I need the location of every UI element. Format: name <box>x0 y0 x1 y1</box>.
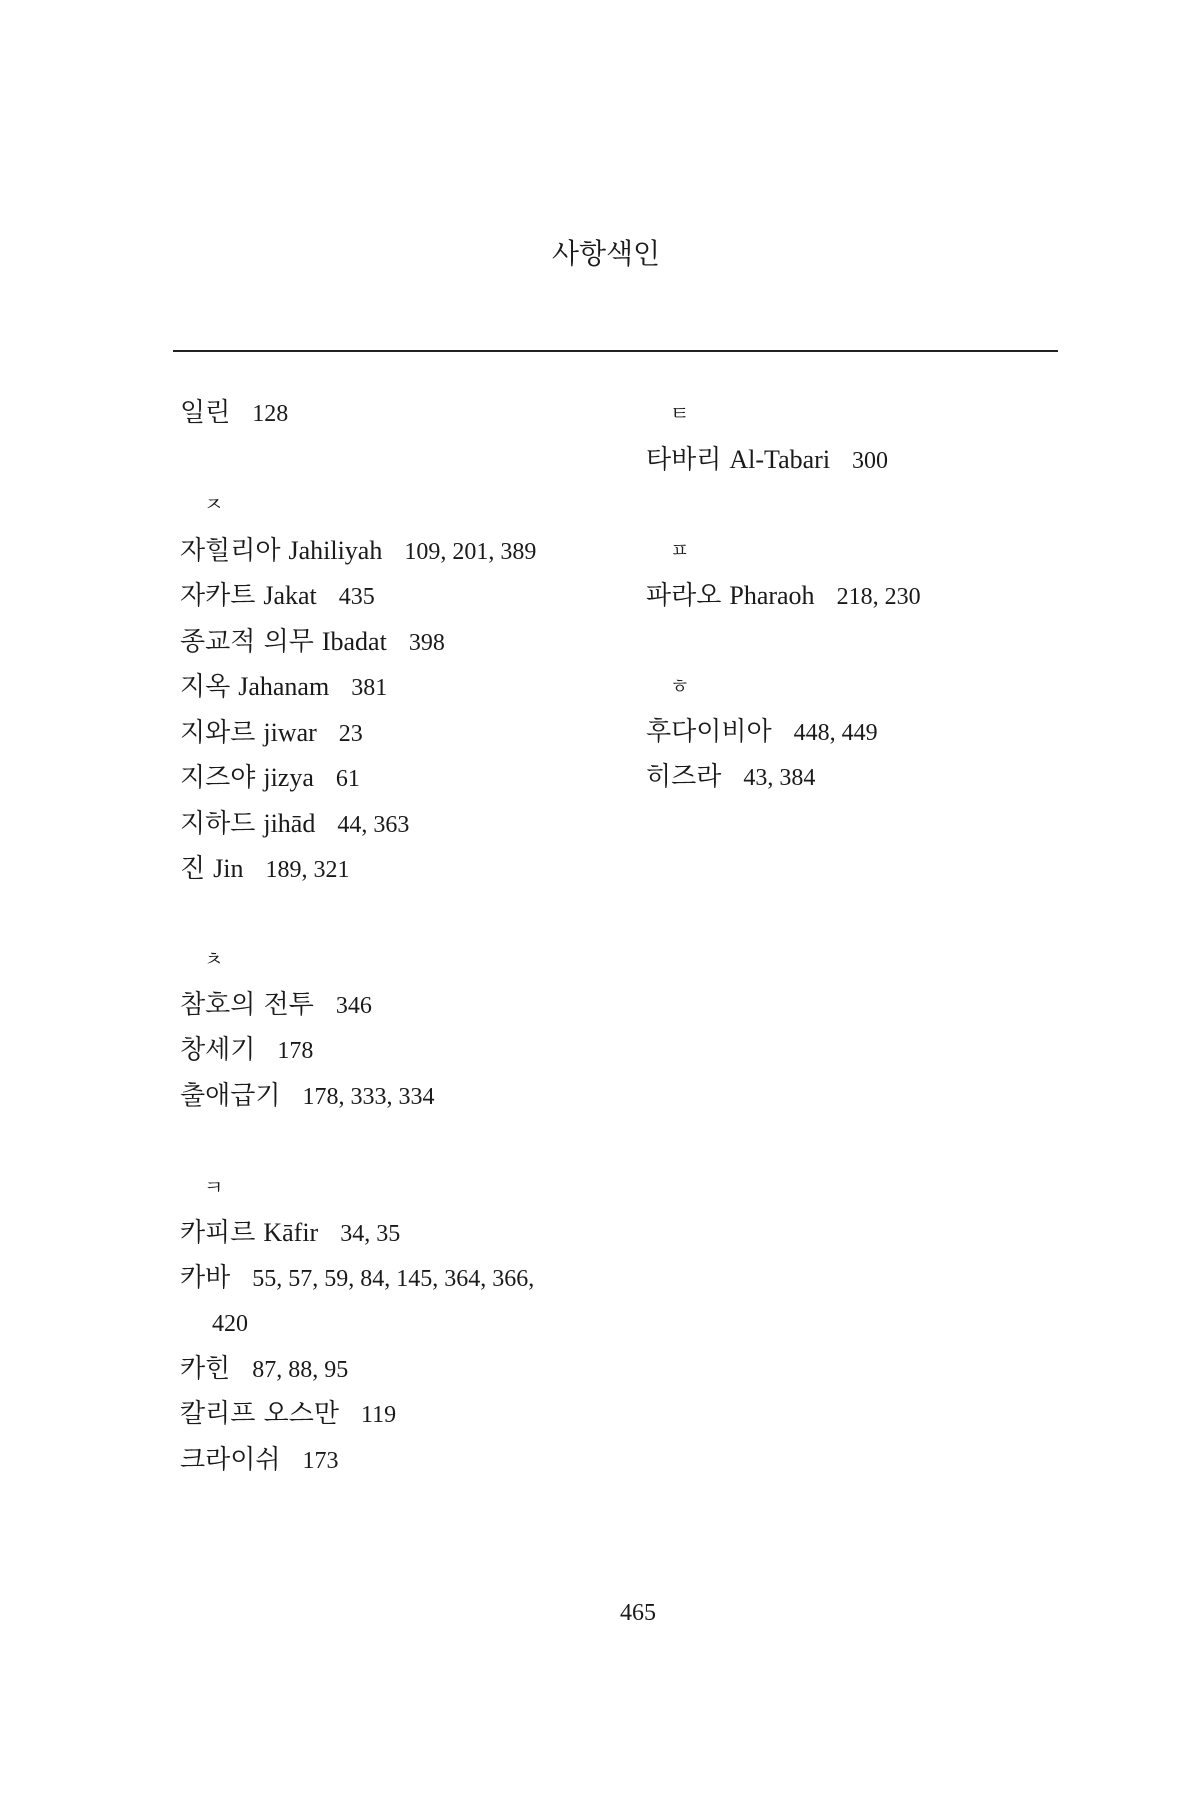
index-entry <box>180 1438 700 1484</box>
entry-term: 후다이비아 <box>646 716 772 747</box>
entry-term: 자카트 <box>180 581 256 611</box>
entry-pages: 87, 88, 95 <box>252 1356 349 1383</box>
entry-pages: 178 <box>277 1038 314 1064</box>
entry-pages: 119 <box>360 1402 397 1428</box>
entry-term: 출애급기 <box>180 1080 281 1111</box>
index-entry <box>180 1392 700 1438</box>
index-entry <box>180 846 700 892</box>
entry-term: 창세기 <box>180 1035 256 1065</box>
entry-term: 히즈라 <box>646 762 722 792</box>
entry-pages: 109, 201, 389 <box>404 538 537 565</box>
spacer <box>180 437 700 483</box>
index-entry <box>180 983 700 1029</box>
entry-term: 일린 <box>180 398 231 428</box>
index-entry <box>180 710 700 756</box>
entry-transliteration: Pharaoh <box>729 581 815 610</box>
spacer <box>180 892 700 938</box>
index-entry <box>180 391 700 437</box>
entry-pages: 44, 363 <box>337 811 410 838</box>
section-heading: ㅊ <box>204 947 224 971</box>
index-entry <box>180 1347 700 1393</box>
entry-pages: 55, 57, 59, 84, 145, 364, 366, <box>252 1265 535 1292</box>
entry-pages: 346 <box>335 992 372 1019</box>
entry-pages: 128 <box>252 401 289 427</box>
entry-transliteration: Jin <box>213 854 244 883</box>
entry-pages: 61 <box>335 766 360 792</box>
section-heading: ㅋ <box>204 1174 224 1199</box>
page-title: 사항색인 <box>551 237 661 270</box>
entry-transliteration: jizya <box>263 763 314 792</box>
entry-pages: 381 <box>351 675 388 701</box>
entry-pages: 23 <box>338 720 363 747</box>
entry-pages: 189, 321 <box>265 857 350 883</box>
entry-pages: 300 <box>852 447 889 474</box>
entry-pages: 43, 384 <box>743 765 816 791</box>
entry-transliteration: Jakat <box>263 581 317 610</box>
index-entry <box>646 573 1086 619</box>
index-entry <box>180 755 700 801</box>
entry-term: 크라이쉬 <box>180 1444 281 1475</box>
index-entry <box>180 664 700 710</box>
entry-pages: 218, 230 <box>836 584 921 610</box>
header-rule <box>173 350 1058 352</box>
entry-term: 지와르 <box>180 717 256 748</box>
entry-pages: 420 <box>212 1311 248 1337</box>
entry-transliteration: jihād <box>263 808 316 838</box>
entry-transliteration: jiwar <box>263 717 317 747</box>
section-heading: ㅈ <box>204 492 224 516</box>
index-entry <box>646 710 1086 756</box>
entry-transliteration: Ibadat <box>321 626 387 656</box>
spacer <box>180 1119 700 1165</box>
entry-term: 진 <box>180 854 206 884</box>
index-entry <box>180 1074 700 1120</box>
index-entry <box>180 1028 700 1074</box>
entry-term: 자힐리아 <box>180 535 281 566</box>
entry-term: 파라오 <box>646 581 722 611</box>
spacer <box>646 619 1086 665</box>
entry-pages: 34, 35 <box>340 1221 401 1247</box>
entry-pages: 435 <box>338 584 375 610</box>
entry-term: 지옥 <box>180 672 231 702</box>
index-entry <box>646 755 1086 801</box>
index-entry <box>646 437 1086 483</box>
index-entry <box>180 801 700 847</box>
entry-term: 참호의 전투 <box>180 989 314 1020</box>
index-column-right <box>646 391 1086 801</box>
spacer <box>646 482 1086 528</box>
index-entry <box>180 619 700 665</box>
entry-term: 카바 <box>180 1262 231 1293</box>
entry-term: 타바리 <box>646 444 722 475</box>
entry-pages: 398 <box>408 629 445 656</box>
index-entry <box>180 1256 700 1302</box>
entry-term: 종교적 의무 <box>180 626 314 657</box>
entry-term: 지하드 <box>180 808 256 839</box>
section-heading: ㅍ <box>670 537 690 562</box>
entry-term: 카피르 <box>180 1218 256 1248</box>
index-column-left <box>180 391 700 1483</box>
section-heading: ㅎ <box>670 674 690 698</box>
entry-pages: 178, 333, 334 <box>302 1083 435 1110</box>
entry-term: 카힌 <box>180 1353 231 1384</box>
entry-transliteration: Jahanam <box>238 672 330 701</box>
entry-transliteration: Al-Tabari <box>729 444 831 474</box>
entry-term: 칼리프 오스만 <box>180 1399 339 1429</box>
entry-pages: 173 <box>302 1447 339 1474</box>
index-entry <box>180 1210 700 1256</box>
page-number: 465 <box>620 1600 656 1626</box>
index-entry <box>180 573 700 619</box>
entry-term: 지즈야 <box>180 763 256 793</box>
entry-transliteration: Jahiliyah <box>288 535 383 565</box>
index-entry-continuation <box>180 1301 700 1347</box>
section-heading: ㅌ <box>670 401 690 425</box>
entry-pages: 448, 449 <box>793 719 878 746</box>
entry-transliteration: Kāfir <box>263 1218 319 1247</box>
index-entry <box>180 528 700 574</box>
